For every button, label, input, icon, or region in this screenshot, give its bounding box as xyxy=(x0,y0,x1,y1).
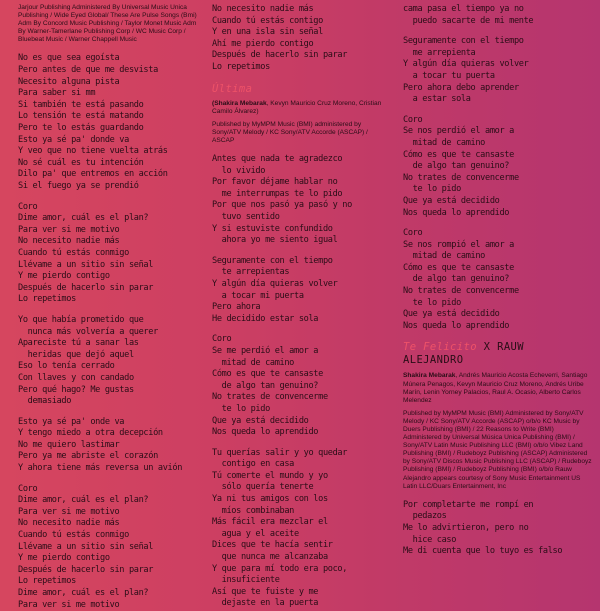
lyric-line: Que ya está decidido xyxy=(403,309,500,320)
lyric-line: Y ahora tiene más reversa un avión xyxy=(18,463,183,474)
lyric-line: No trates de convencerme xyxy=(403,172,519,183)
lyric-line: hice caso xyxy=(403,534,457,545)
lyric-line: Con llaves y con candado xyxy=(18,372,134,383)
lyric-line: No necesito nadie más xyxy=(18,236,120,247)
lyric-line: sólo quería tenerte xyxy=(212,482,314,493)
lyric-line: Se me perdió el amor a xyxy=(212,345,319,356)
stanza xyxy=(18,417,203,475)
songwriter-credit xyxy=(212,100,390,116)
lyrics-block xyxy=(212,4,390,74)
lyric-line: tuvo sentido xyxy=(212,212,280,222)
stanza xyxy=(212,256,390,326)
lyric-line: No es que sea egoísta xyxy=(18,53,120,64)
lyric-line: Esto ya sé pa' donde va xyxy=(18,134,129,145)
lyric-line: te arrepientas xyxy=(212,267,290,278)
lyric-line: Cuando tú estás conmigo xyxy=(18,530,129,541)
song-title-line2: ALEJANDRO xyxy=(403,354,464,367)
songwriter-main: (Shakira Mebarak xyxy=(212,99,267,107)
lyric-line: Para ver si me motivo xyxy=(18,224,120,235)
lyric-line: Pero antes de que me desvista xyxy=(18,65,158,76)
lyric-line: Lo tensión te está matando xyxy=(18,111,144,122)
publishing-credit: Published by MyMPM Music (BMI) Administered by Sony/ATV Melody / KC Sony/ATV Accorde (ASCAP) o/b/o KC Music by Duers Publishing (BMI) / 22 Reasons to Write (BMI) Administered by Universal Música Unica Publishing (BMI) / Sony/ATV Latin Music Publishing LLC (BMI) o/b/o Vibez Land Publishing (BMI) / Rudeboyz Publishing (ASCAP) Administered by Sony/ATV Discos Music Publishing LLC (ASCAP) / Rudeboyz Publishing (BMI) / Rudeboyz Publishing (BMI) o/b/o Rauw Alejandro appears courtesy of Sony Music Entertainment US Latin LLC/Duars Entertainment, Inc xyxy=(403,409,592,490)
lyric-line: Ya ni tus amigos con los xyxy=(212,494,328,505)
lyric-line: Y tengo miedo a otra decepción xyxy=(18,428,163,439)
lyric-line: de algo tan genuino? xyxy=(212,380,319,391)
lyric-line: No trates de convencerme xyxy=(212,392,328,403)
lyric-line: Pero te lo estás guardando xyxy=(18,123,144,134)
lyric-line: te lo pido xyxy=(212,403,270,414)
stanza xyxy=(18,315,203,408)
stanza xyxy=(212,334,390,438)
lyric-line: Ahí me pierdo contigo xyxy=(212,38,314,49)
lyric-line: Por favor déjame hablar no xyxy=(212,177,338,188)
lyric-line: que nunca me alcanzaba xyxy=(212,552,328,563)
lyric-line: Cómo es que te cansaste xyxy=(403,262,514,273)
lyric-line: Pero ya me abriste el corazón xyxy=(18,451,158,462)
publishing-credit: Jarjour Publishing Administered By Universal Music Unica Publishing / Wide Eyed Global/ These Are Pulse Songs (Bmi) Adm By Concord Music Publishing / Taylor Monet Music Adm By Warner-Tamerlane Publishing Corp / WC Music Corp / Bluebeat Music / Warner Chappell Music xyxy=(18,4,197,44)
stanza xyxy=(403,228,593,332)
lyric-line: Dices que te hacía sentir xyxy=(212,540,333,551)
stanza xyxy=(18,484,203,611)
lyric-line: Esto ya sé pa' onde va xyxy=(18,416,125,427)
lyric-line: Más fácil era mezclar el xyxy=(212,517,328,528)
lyric-line: Después de hacerlo sin parar xyxy=(18,564,154,575)
lyric-line: te lo pido xyxy=(403,297,461,308)
lyric-line: Tu querías salir y yo quedar xyxy=(212,447,348,458)
lyrics-block xyxy=(212,154,390,610)
lyric-line: Después de hacerlo sin parar xyxy=(18,282,154,293)
lyric-line: Antes que nada te agradezco xyxy=(212,154,343,165)
lyric-line: No sé cuál es tu intención xyxy=(18,157,144,168)
song-title-accent: Te Felicito xyxy=(403,341,477,354)
lyric-line: Pero ahora debo aprender xyxy=(403,82,519,93)
lyric-line: No necesito nadie más xyxy=(212,4,314,14)
lyrics-column-1 xyxy=(18,4,203,611)
lyric-line: No trates de convencerme xyxy=(403,286,519,297)
lyric-line: a estar sola xyxy=(403,94,471,105)
lyric-line: puedo sacarte de mi mente xyxy=(403,15,534,26)
song-title-te-felicito xyxy=(403,341,593,354)
lyric-line: Cómo es que te cansaste xyxy=(403,149,514,160)
lyric-line: me arrepienta xyxy=(403,47,476,58)
lyric-line: Y si estuviste confundido xyxy=(212,223,333,234)
lyric-line: ahora yo me siento igual xyxy=(212,235,338,246)
lyric-line: cama pasa el tiempo ya no xyxy=(403,4,524,14)
lyric-line: Si el fuego ya se prendió xyxy=(18,181,139,191)
lyric-line: Y me pierdo contigo xyxy=(18,271,110,282)
lyric-line: Por que nos pasó ya pasó y no xyxy=(212,200,352,211)
lyric-line: Nos queda lo aprendido xyxy=(403,207,510,218)
lyric-line: Coro xyxy=(18,483,38,494)
lyrics-block xyxy=(18,53,203,611)
lyric-line: te lo pido xyxy=(403,184,461,195)
lyric-line: Dilo pa' que entremos en acción xyxy=(18,169,168,180)
lyric-line: Y que para mí todo era poco, xyxy=(212,563,348,574)
lyric-line: Dime amor, cuál es el plan? xyxy=(18,213,149,224)
lyric-line: Dime amor, cuál es el plan? xyxy=(18,588,149,598)
lyrics-column-3 xyxy=(403,4,593,558)
stanza xyxy=(18,53,203,192)
lyric-line: Cuando tú estás contigo xyxy=(212,15,323,26)
lyric-line: Seguramente con el tiempo xyxy=(403,36,524,47)
lyric-line: Coro xyxy=(403,228,423,239)
lyric-line: Lo repetimos xyxy=(18,294,76,305)
lyric-line: nunca más volvería a querer xyxy=(18,326,158,337)
lyric-line: míos combinaban xyxy=(212,505,295,516)
songwriter-others: , Andrés Mauricio Acosta Echeverri, Santiago Múnera Penagos, Kevyn Mauricio Cruz Moreno, Andrés Uribe Marín, Lenin Yorney Palacios, Raul A. Ocasio, Alberto Carlos Melendez xyxy=(403,372,588,404)
lyrics-block xyxy=(403,4,593,332)
lyric-line: Llévame a un sitio sin señal xyxy=(18,541,154,552)
lyric-line: Coro xyxy=(18,201,38,212)
publishing-credit: Published by MyMPM Music (BMI) administered by Sony/ATV Melody / KC Sony/ATV Accorde (ASCAP) / ASCAP xyxy=(212,120,368,144)
lyric-line: Para saber si mm xyxy=(18,88,96,99)
lyric-line: mitad de camino xyxy=(212,357,295,368)
songwriter-others: , Kevyn Mauricio Cruz Moreno, Cristian Camilo Álvarez) xyxy=(212,99,382,115)
lyric-line: de algo tan genuino? xyxy=(403,161,510,172)
lyric-line: Si también te está pasando xyxy=(18,99,144,110)
lyric-line: Seguramente con el tiempo xyxy=(212,255,333,266)
lyric-line: pedazos xyxy=(403,511,447,522)
song-title-text: Última xyxy=(212,82,253,95)
lyrics-block xyxy=(403,500,593,558)
lyric-line: Y algún día quieras volver xyxy=(403,59,529,70)
lyric-line: agua y el aceite xyxy=(212,528,299,539)
lyric-line: Yo que había prometido que xyxy=(18,314,144,325)
lyric-line: Me di cuenta que lo tuyo es falso xyxy=(403,546,563,557)
lyric-line: a tocar tu puerta xyxy=(403,70,495,81)
lyric-line: Coro xyxy=(212,334,232,345)
lyric-line: Y me pierdo contigo xyxy=(18,553,110,564)
lyric-line: mitad de camino xyxy=(403,251,486,262)
lyric-line: Se nos perdió el amor a xyxy=(403,126,514,137)
lyric-line: Así que te fuiste y me xyxy=(212,586,319,597)
lyric-line: Y algún día quieras volver xyxy=(212,278,338,289)
lyric-line: Y en una isla sin señal xyxy=(212,27,323,38)
lyric-line: insuficiente xyxy=(212,575,280,586)
lyric-line: Llévame a un sitio sin señal xyxy=(18,259,154,270)
lyric-line: Por completarte me rompí en xyxy=(403,499,534,510)
lyric-line: mitad de camino xyxy=(403,137,486,148)
lyric-line: Dime amor, cuál es el plan? xyxy=(18,495,149,506)
lyrics-column-2 xyxy=(212,4,390,610)
lyric-line: me interrumpas te lo pido xyxy=(212,188,343,199)
lyric-line: dejaste en la puerta xyxy=(212,598,319,609)
song-title-ultima xyxy=(212,83,390,96)
lyric-line: Y veo que no tiene vuelta atrás xyxy=(18,146,168,157)
lyric-line: Nos queda lo aprendido xyxy=(403,320,510,331)
lyric-line: No me quiero lastimar xyxy=(18,439,120,450)
stanza xyxy=(403,4,593,27)
stanza xyxy=(212,154,390,247)
lyric-line: Pero ahora xyxy=(212,302,261,313)
lyric-line: Que ya está decidido xyxy=(212,415,309,426)
stanza xyxy=(403,36,593,106)
lyric-line: Para ver si me motivo xyxy=(18,506,120,517)
lyric-line: demasiado xyxy=(18,396,72,407)
lyric-line: Para ver si me motivo xyxy=(18,599,120,610)
lyric-line: contigo en casa xyxy=(212,459,295,470)
lyric-line: He decidido estar sola xyxy=(212,313,319,324)
lyric-line: No necesito nadie más xyxy=(18,518,120,529)
lyric-line: Cuando tú estás conmigo xyxy=(18,247,129,258)
lyric-line: Después de hacerlo sin parar xyxy=(212,50,348,61)
lyric-line: Cómo es que te cansaste xyxy=(212,369,323,380)
lyric-line: a tocar mi puerta xyxy=(212,290,304,301)
lyric-line: lo vivido xyxy=(212,165,266,176)
lyric-line: Tú comerte el mundo y yo xyxy=(212,470,328,481)
song-title-featuring: X RAUW xyxy=(476,341,524,354)
lyric-line: Pero qué hago? Me gustas xyxy=(18,384,134,395)
lyric-line: de algo tan genuino? xyxy=(403,274,510,285)
lyric-line: Que ya está decidido xyxy=(403,195,500,206)
songwriter-credit xyxy=(403,372,593,404)
songwriter-main: Shakira Mebarak xyxy=(403,372,456,380)
lyric-line: Me lo advirtieron, pero no xyxy=(403,522,529,533)
lyric-line: Lo repetimos xyxy=(212,61,270,72)
lyric-line: Necesito alguna pista xyxy=(18,76,120,87)
lyric-line: Apareciste tú a sanar las xyxy=(18,338,139,349)
lyric-line: Eso lo tenía cerrado xyxy=(18,361,115,372)
lyric-line: Lo repetimos xyxy=(18,576,76,587)
lyric-line: Nos queda lo aprendido xyxy=(212,427,319,438)
stanza xyxy=(212,448,390,610)
lyric-line: Se nos rompió el amor a xyxy=(403,239,514,250)
stanza xyxy=(403,115,593,219)
stanza xyxy=(18,202,203,306)
lyric-line: Coro xyxy=(403,114,423,125)
lyric-line: heridas que dejó aquel xyxy=(18,349,134,360)
